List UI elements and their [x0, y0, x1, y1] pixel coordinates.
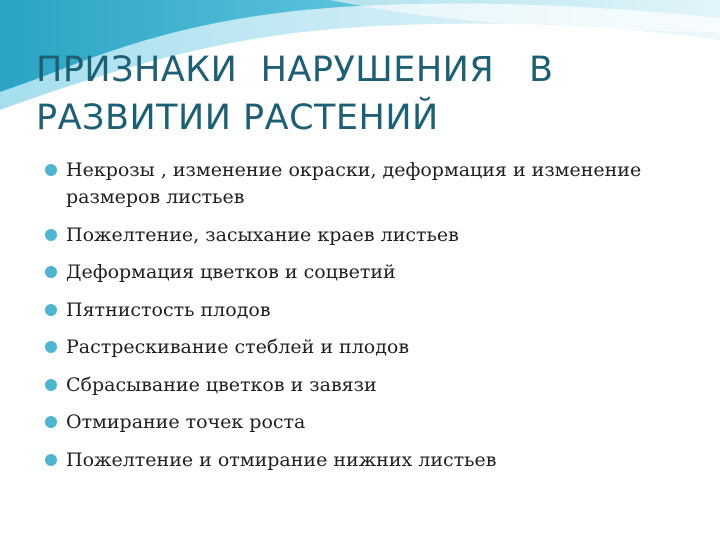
list-item-text: Пятнистость плодов	[66, 298, 271, 321]
bullet-icon	[45, 304, 57, 316]
list-item-text: Пожелтение, засыхание краев листьев	[66, 223, 459, 246]
list-item	[44, 222, 694, 249]
list-item	[44, 259, 694, 286]
list-item-text: Пожелтение и отмирание нижних листьев	[66, 448, 497, 471]
list-item-text: Некрозы , изменение окраски, деформация и изменение размеров листьев	[66, 159, 642, 208]
list-item	[44, 157, 694, 211]
list-item	[44, 447, 694, 474]
list-item-text: Сбрасывание цветков и завязи	[66, 373, 377, 396]
bullet-icon	[45, 341, 57, 353]
bullet-icon	[45, 454, 57, 466]
list-item-text: Растрескивание стеблей и плодов	[66, 336, 410, 358]
bullet-icon	[45, 229, 57, 241]
bullet-icon	[45, 416, 57, 428]
list-item	[44, 334, 694, 361]
list-item	[44, 297, 694, 324]
list-item-text: Деформация цветков и соцветий	[66, 261, 396, 283]
bullet-icon	[45, 164, 57, 176]
list-item	[44, 372, 694, 399]
bullet-list	[44, 157, 694, 484]
slide-title	[36, 46, 696, 142]
bullet-icon	[45, 379, 57, 391]
title-line-2: РАЗВИТИИ РАСТЕНИЙ	[36, 98, 439, 138]
bullet-icon	[45, 266, 57, 278]
list-item-text: Отмирание точек роста	[66, 411, 306, 433]
list-item	[44, 409, 694, 436]
title-line-1: ПРИЗНАКИ НАРУШЕНИЯ В	[36, 50, 554, 90]
